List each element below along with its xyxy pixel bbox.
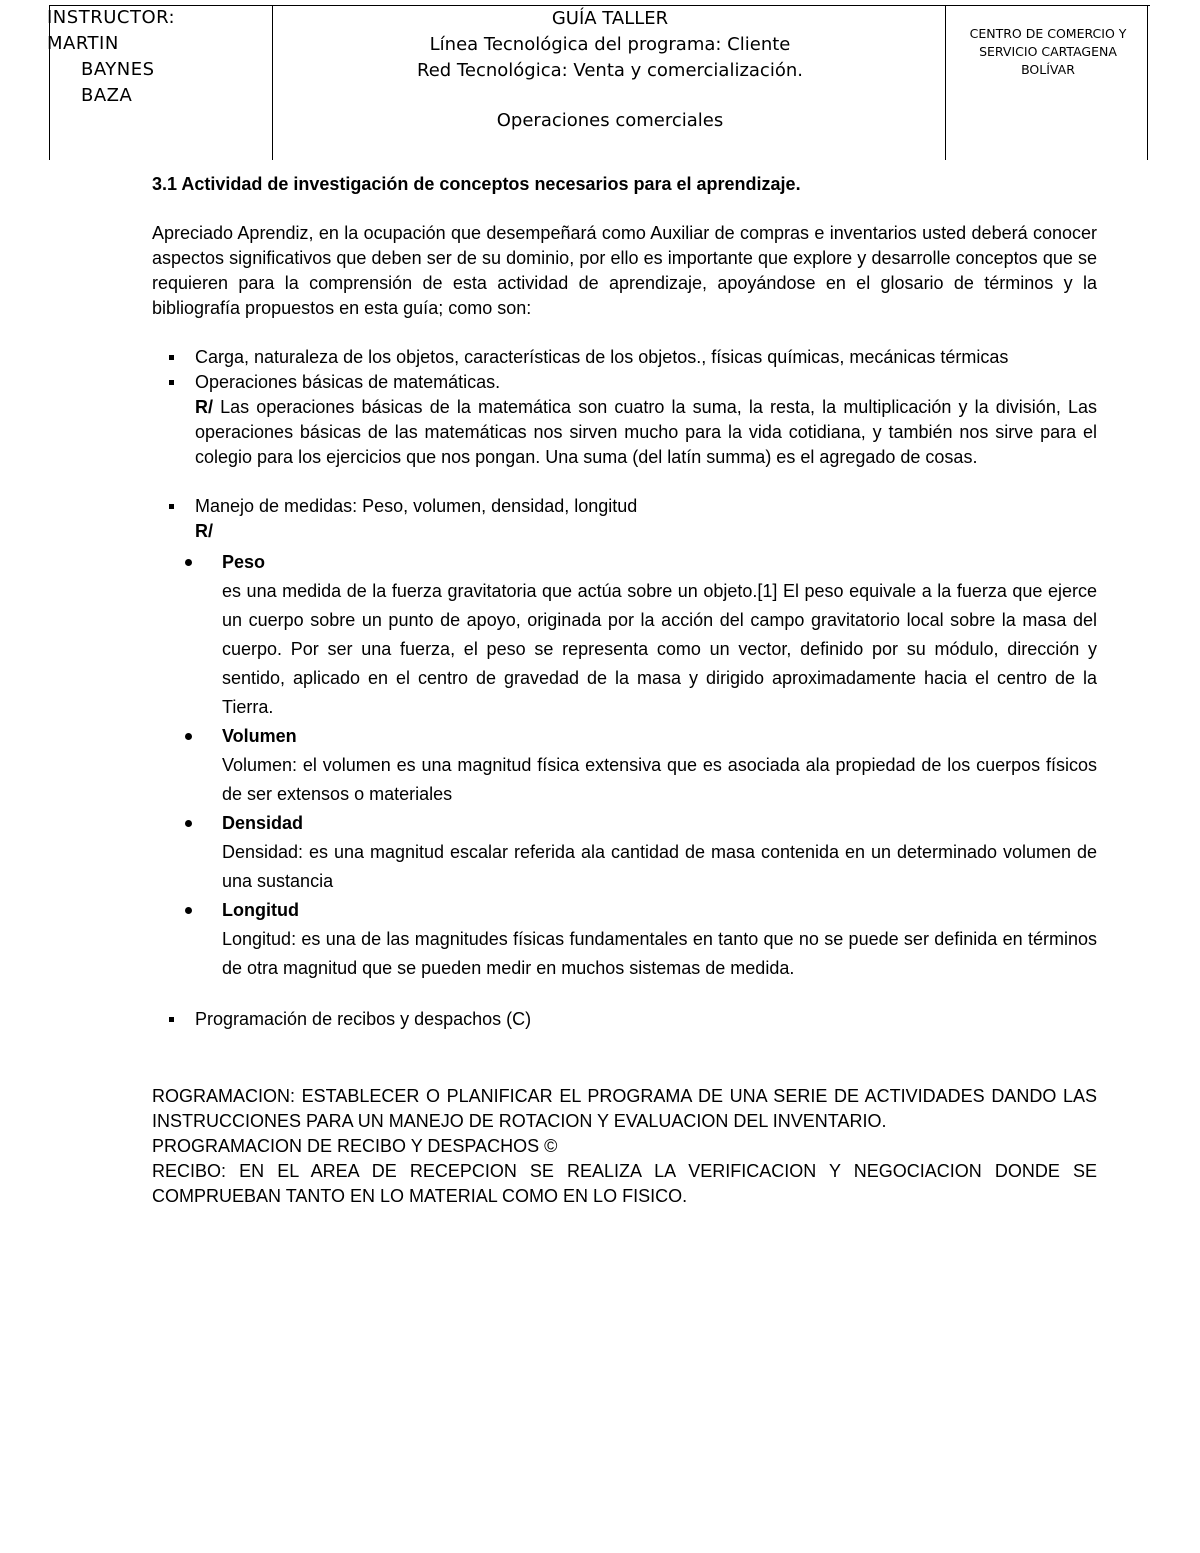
instructor-surname-1: BAYNES (81, 59, 155, 80)
square-bullet-icon (169, 1017, 174, 1022)
instructor-surname-2: BAZA (81, 85, 133, 106)
note-recibo-despachos: PROGRAMACION DE RECIBO Y DESPACHOS © (152, 1136, 558, 1156)
module-name: Operaciones comerciales (496, 110, 724, 131)
note-recibo: RECIBO: EN EL AREA DE RECEPCION SE REALIZA LA VERIFICACION Y NEGOCIACION DONDE SE COMPRUEBAN TANTO EN LO MATERIAL COMO EN LO FISICO. (152, 1161, 1097, 1206)
instructor-label: INSTRUCTOR: (47, 7, 176, 28)
guide-title: GUÍA TALLER (551, 8, 669, 29)
round-bullet-icon (185, 820, 192, 827)
definition-longitud: Longitud: es una de las magnitudes físicas fundamentales en tanto que no se puede ser definida en términos de otra magnitud que se pueden medir en muchos sistemas de medida. (222, 929, 1097, 978)
round-bullet-icon (185, 733, 192, 740)
square-bullet-icon (169, 355, 174, 360)
list-item (152, 1007, 1097, 1032)
note-programacion: ROGRAMACION: ESTABLECER O PLANIFICAR EL PROGRAMA DE UNA SERIE DE ACTIVIDADES DANDO LAS INSTRUCCIONES PARA UN MANEJO DE ROTACION Y EVALUACION DEL INVENTARIO. (152, 1086, 1097, 1131)
definition-peso: es una medida de la fuerza gravitatoria que actúa sobre un objeto.[1] El peso equivale a la fuerza que ejerce un cuerpo sobre un punto de apoyo, originada por la acción del campo gravitatorio local sobre la masa del cuerpo. Por ser una fuerza, el peso se representa como un vector, definido por su módulo, dirección y sentido, aplicado en el centro de gravedad de la masa y dirigido aproximadamente hacia el centro de la Tierra. (222, 581, 1097, 717)
item-programacion: Programación de recibos y despachos (C) (195, 1009, 532, 1029)
intro-paragraph: Apreciado Aprendiz, en la ocupación que desempeñará como Auxiliar de compras e inventarios usted deberá conocer aspectos significativos que deben ser de su dominio, por ello es importante que explore y desarrolle conceptos que se requieren para la comprensión de esta actividad de aprendizaje, apoyándose en el glosario de términos y la bibliografía propuestos en esta guía; como son: (152, 223, 1097, 318)
square-bullet-icon (169, 504, 174, 509)
tech-network: Red Tecnológica: Venta y comercialización. (417, 60, 803, 81)
section-heading: 3.1 Actividad de investigación de conceptos necesarios para el aprendizaje. (152, 174, 801, 194)
definition-densidad: Densidad: es una magnitud escalar referida ala cantidad de masa contenida en un determinado volumen de una sustancia (222, 842, 1097, 891)
header-instructor (47, 5, 247, 109)
list-item (152, 809, 1097, 896)
center-line-3: BOLÍVAR (1021, 62, 1075, 77)
list-item (152, 548, 1097, 722)
uppercase-notes (152, 1084, 1097, 1209)
term-densidad: Densidad (222, 813, 304, 833)
header-center (273, 6, 947, 134)
item-medidas-title: Manejo de medidas: Peso, volumen, densidad, longitud (195, 496, 638, 516)
term-longitud: Longitud (222, 900, 299, 920)
term-volumen: Volumen (222, 726, 297, 746)
square-bullet-icon (169, 380, 174, 385)
term-peso: Peso (222, 552, 266, 572)
concept-list (152, 345, 1097, 1032)
measures-list (152, 548, 1097, 983)
item-carga: Carga, naturaleza de los objetos, características de los objetos., físicas químicas, mecánicas térmicas (195, 347, 1009, 367)
header-center-name (948, 25, 1148, 79)
item-operaciones-title: Operaciones básicas de matemáticas. (195, 372, 501, 392)
answer-prefix: R/ (195, 521, 213, 541)
definition-volumen: Volumen: el volumen es una magnitud física extensiva que es asociada ala propiedad de los cuerpos físicos de ser extensos o materiales (222, 755, 1097, 804)
center-line-2: SERVICIO CARTAGENA (979, 44, 1117, 59)
center-line-1: CENTRO DE COMERCIO Y (969, 26, 1127, 41)
round-bullet-icon (185, 559, 192, 566)
list-item (152, 722, 1097, 809)
instructor-first-name: MARTIN (47, 33, 119, 54)
document-body (152, 172, 1097, 1209)
list-item (152, 370, 1097, 470)
operaciones-answer: Las operaciones básicas de la matemática son cuatro la suma, la resta, la multiplicación y la división, Las operaciones básicas de las matemáticas nos sirven mucho para la vida cotidiana, y también nos sirve para el colegio para los ejercicios que nos pongan. Una suma (del latín summa) es el agregado de cosas. (195, 397, 1097, 467)
list-item (152, 345, 1097, 370)
round-bullet-icon (185, 907, 192, 914)
list-item (152, 494, 1097, 983)
list-item (152, 896, 1097, 983)
answer-prefix: R/ (195, 397, 213, 417)
tech-line: Línea Tecnológica del programa: Cliente (429, 34, 791, 55)
